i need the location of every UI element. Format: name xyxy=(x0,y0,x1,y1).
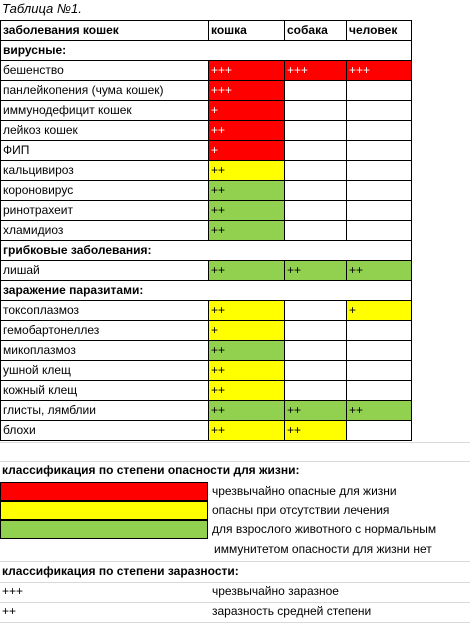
cell-human: ++ xyxy=(347,261,412,281)
cell-human xyxy=(347,81,412,101)
table-caption: Таблица №1. xyxy=(2,1,82,16)
legend-text-high: чрезвычайно заразное xyxy=(212,584,339,598)
cell-dog xyxy=(285,381,347,401)
disease-name: ринотрахеит xyxy=(1,201,209,221)
disease-name: иммунодефицит кошек xyxy=(1,101,209,121)
disease-table xyxy=(0,20,412,441)
disease-name: кальцивироз xyxy=(1,161,209,181)
cell-cat: ++ xyxy=(209,381,285,401)
cell-human xyxy=(347,361,412,381)
legend-symbol-high: +++ xyxy=(2,584,24,598)
cell-cat: + xyxy=(209,101,285,121)
disease-name: ФИП xyxy=(1,141,209,161)
table-row xyxy=(1,121,412,141)
table-row xyxy=(1,361,412,381)
table-row xyxy=(1,181,412,201)
section-label: грибковые заболевания: xyxy=(1,241,412,261)
cell-cat: ++ xyxy=(209,161,285,181)
section-label: заражение паразитами: xyxy=(1,281,412,301)
disease-name: гемобартонеллез xyxy=(1,321,209,341)
legend-text-green-continued: иммунитетом опасности для жизни нет xyxy=(214,542,432,556)
cell-dog xyxy=(285,361,347,381)
disease-name: блохи xyxy=(1,421,209,441)
table-row xyxy=(1,141,412,161)
cell-human xyxy=(347,121,412,141)
table-row xyxy=(1,301,412,321)
table-row xyxy=(1,161,412,181)
table-row xyxy=(1,61,412,81)
sheet-gridline xyxy=(0,602,470,603)
cell-dog xyxy=(285,321,347,341)
cell-dog xyxy=(285,341,347,361)
sheet-gridline xyxy=(0,582,470,583)
legend-text-red: чрезвычайно опасные для жизни xyxy=(212,484,397,498)
cell-cat: ++ xyxy=(209,401,285,421)
disease-name: бешенство xyxy=(1,61,209,81)
cell-dog xyxy=(285,121,347,141)
cell-dog xyxy=(285,201,347,221)
cell-cat: +++ xyxy=(209,61,285,81)
section-row xyxy=(1,281,412,301)
cell-cat: +++ xyxy=(209,81,285,101)
cell-cat: ++ xyxy=(209,301,285,321)
cell-human xyxy=(347,161,412,181)
header-dog: собака xyxy=(285,21,347,41)
table-row xyxy=(1,81,412,101)
cell-dog xyxy=(285,141,347,161)
cell-human: + xyxy=(347,301,412,321)
disease-name: кожный клещ xyxy=(1,381,209,401)
cell-dog: +++ xyxy=(285,61,347,81)
table-row xyxy=(1,201,412,221)
sheet-gridline xyxy=(0,442,470,443)
table-header-row xyxy=(1,21,412,41)
legend-text-yellow: опасны при отсутствии лечения xyxy=(212,503,390,517)
contagion-legend-title: классификация по степени заразности: xyxy=(2,564,239,578)
legend-swatch-green xyxy=(0,520,208,539)
cell-dog xyxy=(285,101,347,121)
cell-human xyxy=(347,321,412,341)
cell-human xyxy=(347,201,412,221)
cell-cat: ++ xyxy=(209,121,285,141)
cell-dog xyxy=(285,181,347,201)
cell-dog xyxy=(285,161,347,181)
table-row xyxy=(1,421,412,441)
header-human: человек xyxy=(347,21,412,41)
cell-human xyxy=(347,341,412,361)
legend-swatch-yellow xyxy=(0,501,208,520)
section-row xyxy=(1,41,412,61)
disease-name: микоплазмоз xyxy=(1,341,209,361)
cell-cat: ++ xyxy=(209,221,285,241)
section-label: вирусные: xyxy=(1,41,412,61)
table-row xyxy=(1,341,412,361)
cell-dog: ++ xyxy=(285,261,347,281)
disease-name: лейкоз кошек xyxy=(1,121,209,141)
disease-name: короновирус xyxy=(1,181,209,201)
cell-dog xyxy=(285,81,347,101)
header-diseases: заболевания кошек xyxy=(1,21,209,41)
legend-swatch-red xyxy=(0,482,208,501)
cell-human xyxy=(347,141,412,161)
cell-cat: ++ xyxy=(209,361,285,381)
section-row xyxy=(1,241,412,261)
cell-dog xyxy=(285,221,347,241)
disease-name: лишай xyxy=(1,261,209,281)
cell-human: +++ xyxy=(347,61,412,81)
cell-dog: ++ xyxy=(285,421,347,441)
disease-name: хламидиоз xyxy=(1,221,209,241)
sheet-gridline xyxy=(0,561,470,562)
header-cat: кошка xyxy=(209,21,285,41)
legend-symbol-medium: ++ xyxy=(2,604,17,618)
cell-human xyxy=(347,381,412,401)
cell-cat: ++ xyxy=(209,181,285,201)
table-row xyxy=(1,101,412,121)
cell-dog xyxy=(285,301,347,321)
table-row xyxy=(1,401,412,421)
cell-cat: + xyxy=(209,321,285,341)
table-row xyxy=(1,321,412,341)
cell-human xyxy=(347,181,412,201)
cell-cat: ++ xyxy=(209,341,285,361)
cell-dog: ++ xyxy=(285,401,347,421)
disease-name: токсоплазмоз xyxy=(1,301,209,321)
table-row xyxy=(1,381,412,401)
cell-cat: ++ xyxy=(209,421,285,441)
sheet-gridline xyxy=(0,461,470,462)
cell-human xyxy=(347,101,412,121)
danger-legend-title: классификация по степени опасности для жизни: xyxy=(2,463,300,477)
sheet-gridline xyxy=(0,622,470,623)
cell-human xyxy=(347,421,412,441)
cell-human xyxy=(347,221,412,241)
legend-text-medium: заразность средней степени xyxy=(212,604,372,618)
table-row xyxy=(1,261,412,281)
cell-cat: ++ xyxy=(209,201,285,221)
cell-cat: ++ xyxy=(209,261,285,281)
disease-name: панлейкопения (чума кошек) xyxy=(1,81,209,101)
cell-cat: + xyxy=(209,141,285,161)
cell-human: ++ xyxy=(347,401,412,421)
disease-name: глисты, лямблии xyxy=(1,401,209,421)
legend-text-green: для взрослого животного с нормальным xyxy=(212,522,437,536)
disease-name: ушной клещ xyxy=(1,361,209,381)
table-row xyxy=(1,221,412,241)
